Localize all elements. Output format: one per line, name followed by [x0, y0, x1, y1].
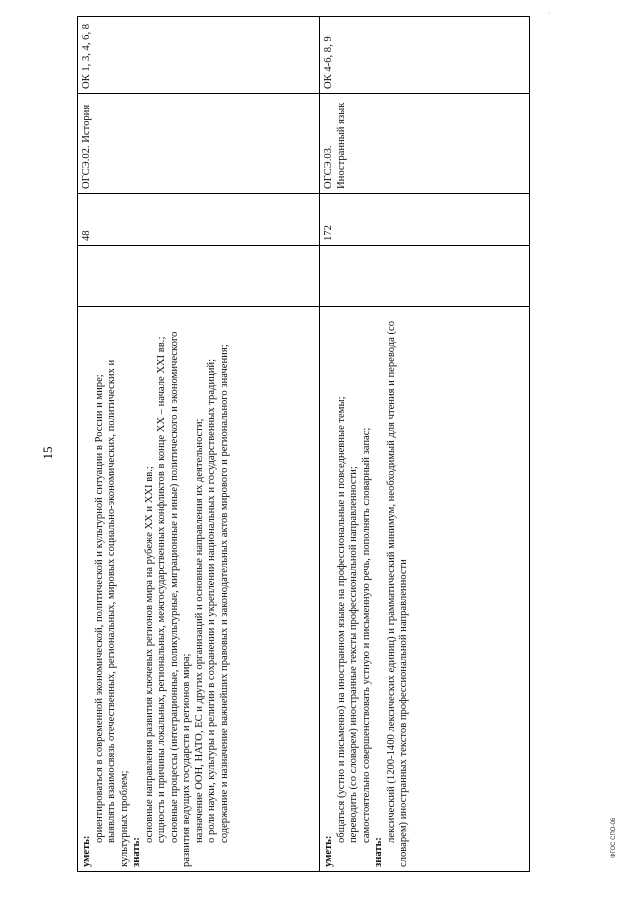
requirement-item: выявлять взаимосвязь отечественных, региональных, мировых социально-экономических, политических и культурных проблем;: [106, 359, 130, 867]
page-number: 15: [40, 446, 55, 460]
competencies-cell: ОК 4-6, 8, 9: [320, 17, 530, 94]
competencies-cell: ОК 1, 3, 4, 6, 8: [78, 17, 320, 94]
requirement-item: основные процессы (интеграционные, поликультурные, миграционные и иные) политического и экономического развития ведущих государств и регионов мира;: [168, 331, 192, 867]
rotated-table-wrapper: [77, 17, 529, 872]
requirements-cell: [78, 307, 320, 872]
requirement-item: назначение ООН, НАТО, ЕС и других организаций и основные направления их деятельности;: [193, 418, 205, 843]
competency-table: [77, 16, 530, 872]
requirement-item: переводить (со словарем) иностранные тексты профессиональной направленности;: [348, 466, 359, 843]
table-row: [320, 17, 530, 872]
requirement-item: основные направления развития ключевых регионов мира на рубеже XX и XXI вв.;: [143, 466, 155, 843]
empty-cell: [320, 246, 530, 307]
requirement-item: общаться (устно и письменно) на иностранном языке на профессиональные и повседневные темы;: [335, 396, 347, 843]
requirement-item: лексический (1200-1400 лексических единиц) и грамматический минимум, необходимый для чтения и перевода (со словарем) иностранных текстов профессиональной направленности: [385, 320, 409, 867]
empty-cell: [78, 246, 320, 307]
footer-code: ФГОС СПО-06: [611, 817, 617, 858]
znat-label: знать:: [131, 837, 142, 867]
znat-label: знать:: [373, 837, 384, 867]
requirement-item: о роли науки, культуры и религии в сохранении и укреплении национальных и государственных традиций;: [206, 358, 217, 843]
corner-mark: ·: [548, 10, 551, 17]
requirement-item: ориентироваться в современной экономической, политической и культурной ситуации в России и мире;: [93, 374, 105, 843]
requirement-item: содержание и назначение важнейших правовых и законодательных актов мирового и регионального значения;: [218, 344, 230, 843]
requirement-item: сущность и причины локальных, региональных, межгосударственных конфликтов в конце XX – начале XXI вв.;: [156, 336, 167, 843]
discipline-cell: ОГСЭ.02. История: [78, 94, 320, 194]
umet-label: уметь:: [81, 835, 92, 867]
table-row: [78, 17, 320, 872]
hours-cell: 48: [78, 194, 320, 246]
discipline-cell: ОГСЭ.03. Иностранный язык: [320, 94, 530, 194]
hours-cell: 172: [320, 194, 530, 246]
requirements-cell: [320, 307, 530, 872]
requirement-item: самостоятельно совершенствовать устную и письменную речь, пополнять словарный запас;: [360, 427, 372, 843]
umet-label: уметь:: [323, 835, 334, 867]
